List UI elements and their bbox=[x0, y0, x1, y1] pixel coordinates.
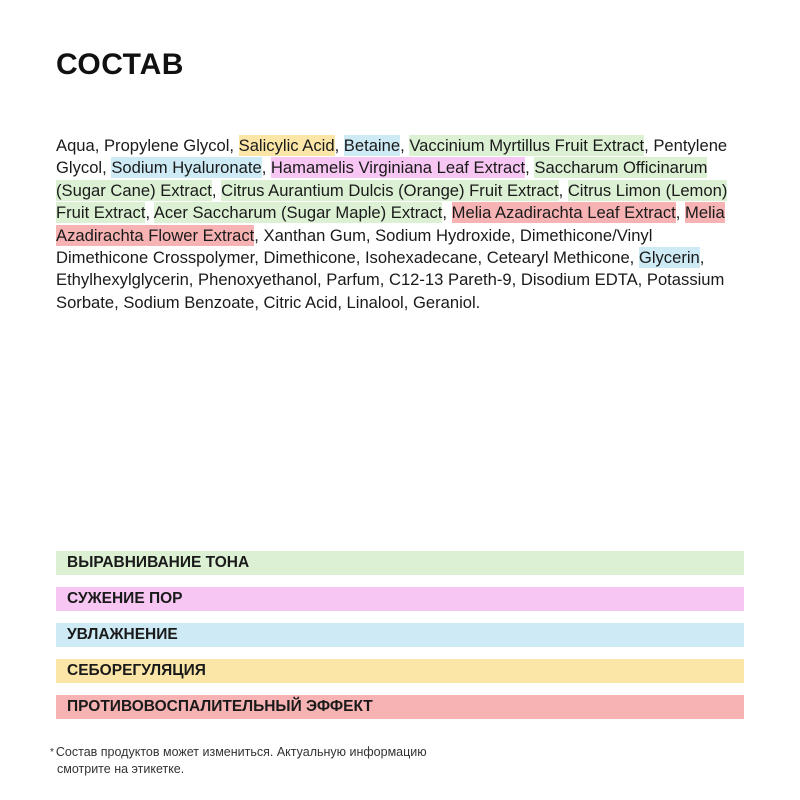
ingredient-text: , bbox=[261, 158, 271, 178]
legend-item-tone: ВЫРАВНИВАНИЕ ТОНА bbox=[56, 551, 744, 575]
ingredient-text: , bbox=[145, 203, 154, 223]
ingredient-highlight-tone: Citrus Aurantium Dulcis (Orange) Fruit Extract bbox=[221, 180, 559, 200]
ingredient-text: , bbox=[400, 136, 410, 155]
ingredient-text: , bbox=[558, 180, 568, 200]
ingredient-highlight-moist: Betaine bbox=[343, 136, 401, 155]
ingredient-text: Aqua, Propylene Glycol, bbox=[56, 136, 239, 155]
footnote-line-1: Состав продуктов может измениться. Актуальную информацию bbox=[55, 745, 427, 759]
legend-item-anti-inflammatory: ПРОТИВОВОСПАЛИТЕЛЬНЫЙ ЭФФЕКТ bbox=[56, 695, 744, 719]
ingredient-highlight-pores: Hamamelis Virginiana Leaf Extract bbox=[270, 158, 526, 178]
ingredient-highlight-tone: Citrus Limon (Lemon) Fruit Extract bbox=[56, 180, 728, 223]
ingredient-highlight-sebum: Salicylic Acid bbox=[238, 136, 335, 155]
footnote bbox=[50, 744, 510, 778]
ingredient-highlight-moist: Glycerin bbox=[638, 248, 700, 268]
ingredient-highlight-moist: Sodium Hyaluronate bbox=[111, 158, 262, 178]
legend-item-pores: СУЖЕНИЕ ПОР bbox=[56, 587, 744, 611]
ingredient-text: , bbox=[334, 136, 344, 155]
footnote-line-2: смотрите на этикетке. bbox=[57, 762, 185, 776]
legend-item-moisturizing: УВЛАЖНЕНИЕ bbox=[56, 623, 744, 647]
legend bbox=[56, 551, 744, 731]
ingredient-highlight-anti: Melia Azadirachta Leaf Extract bbox=[451, 203, 676, 223]
page-title: СОСТАВ bbox=[56, 48, 184, 81]
ingredient-text: , bbox=[525, 158, 535, 178]
ingredient-text: , bbox=[675, 203, 686, 223]
legend-item-sebum-regulation: СЕБОРЕГУЛЯЦИЯ bbox=[56, 659, 744, 683]
ingredient-text: , Ethylhexylglycerin, Phenoxyethanol, Parfum, C12-13 Pareth-9, Disodium EDTA, Potassium Sorbate, Sodium Benzoate, Citric Acid, Linalool, Geraniol. bbox=[56, 248, 725, 312]
ingredient-text: , Pentylene Glycol, bbox=[56, 136, 728, 178]
footnote-asterisk: * bbox=[50, 747, 54, 758]
ingredient-text: , bbox=[442, 203, 452, 223]
ingredient-highlight-anti: Melia Azadirachta Flower Extract bbox=[56, 203, 725, 245]
ingredient-highlight-tone: Saccharum Officinarum (Sugar Cane) Extract bbox=[56, 158, 708, 200]
ingredient-text: , bbox=[211, 180, 222, 200]
ingredients-list bbox=[56, 135, 746, 314]
ingredient-text: , Xanthan Gum, Sodium Hydroxide, Dimethicone/Vinyl Dimethicone Crosspolymer, Dimethicone, Isohexadecane, Cetearyl Methicone, bbox=[56, 225, 653, 268]
ingredient-highlight-tone: Acer Saccharum (Sugar Maple) Extract bbox=[153, 203, 443, 223]
ingredient-highlight-tone: Vaccinium Myrtillus Fruit Extract bbox=[409, 136, 645, 155]
